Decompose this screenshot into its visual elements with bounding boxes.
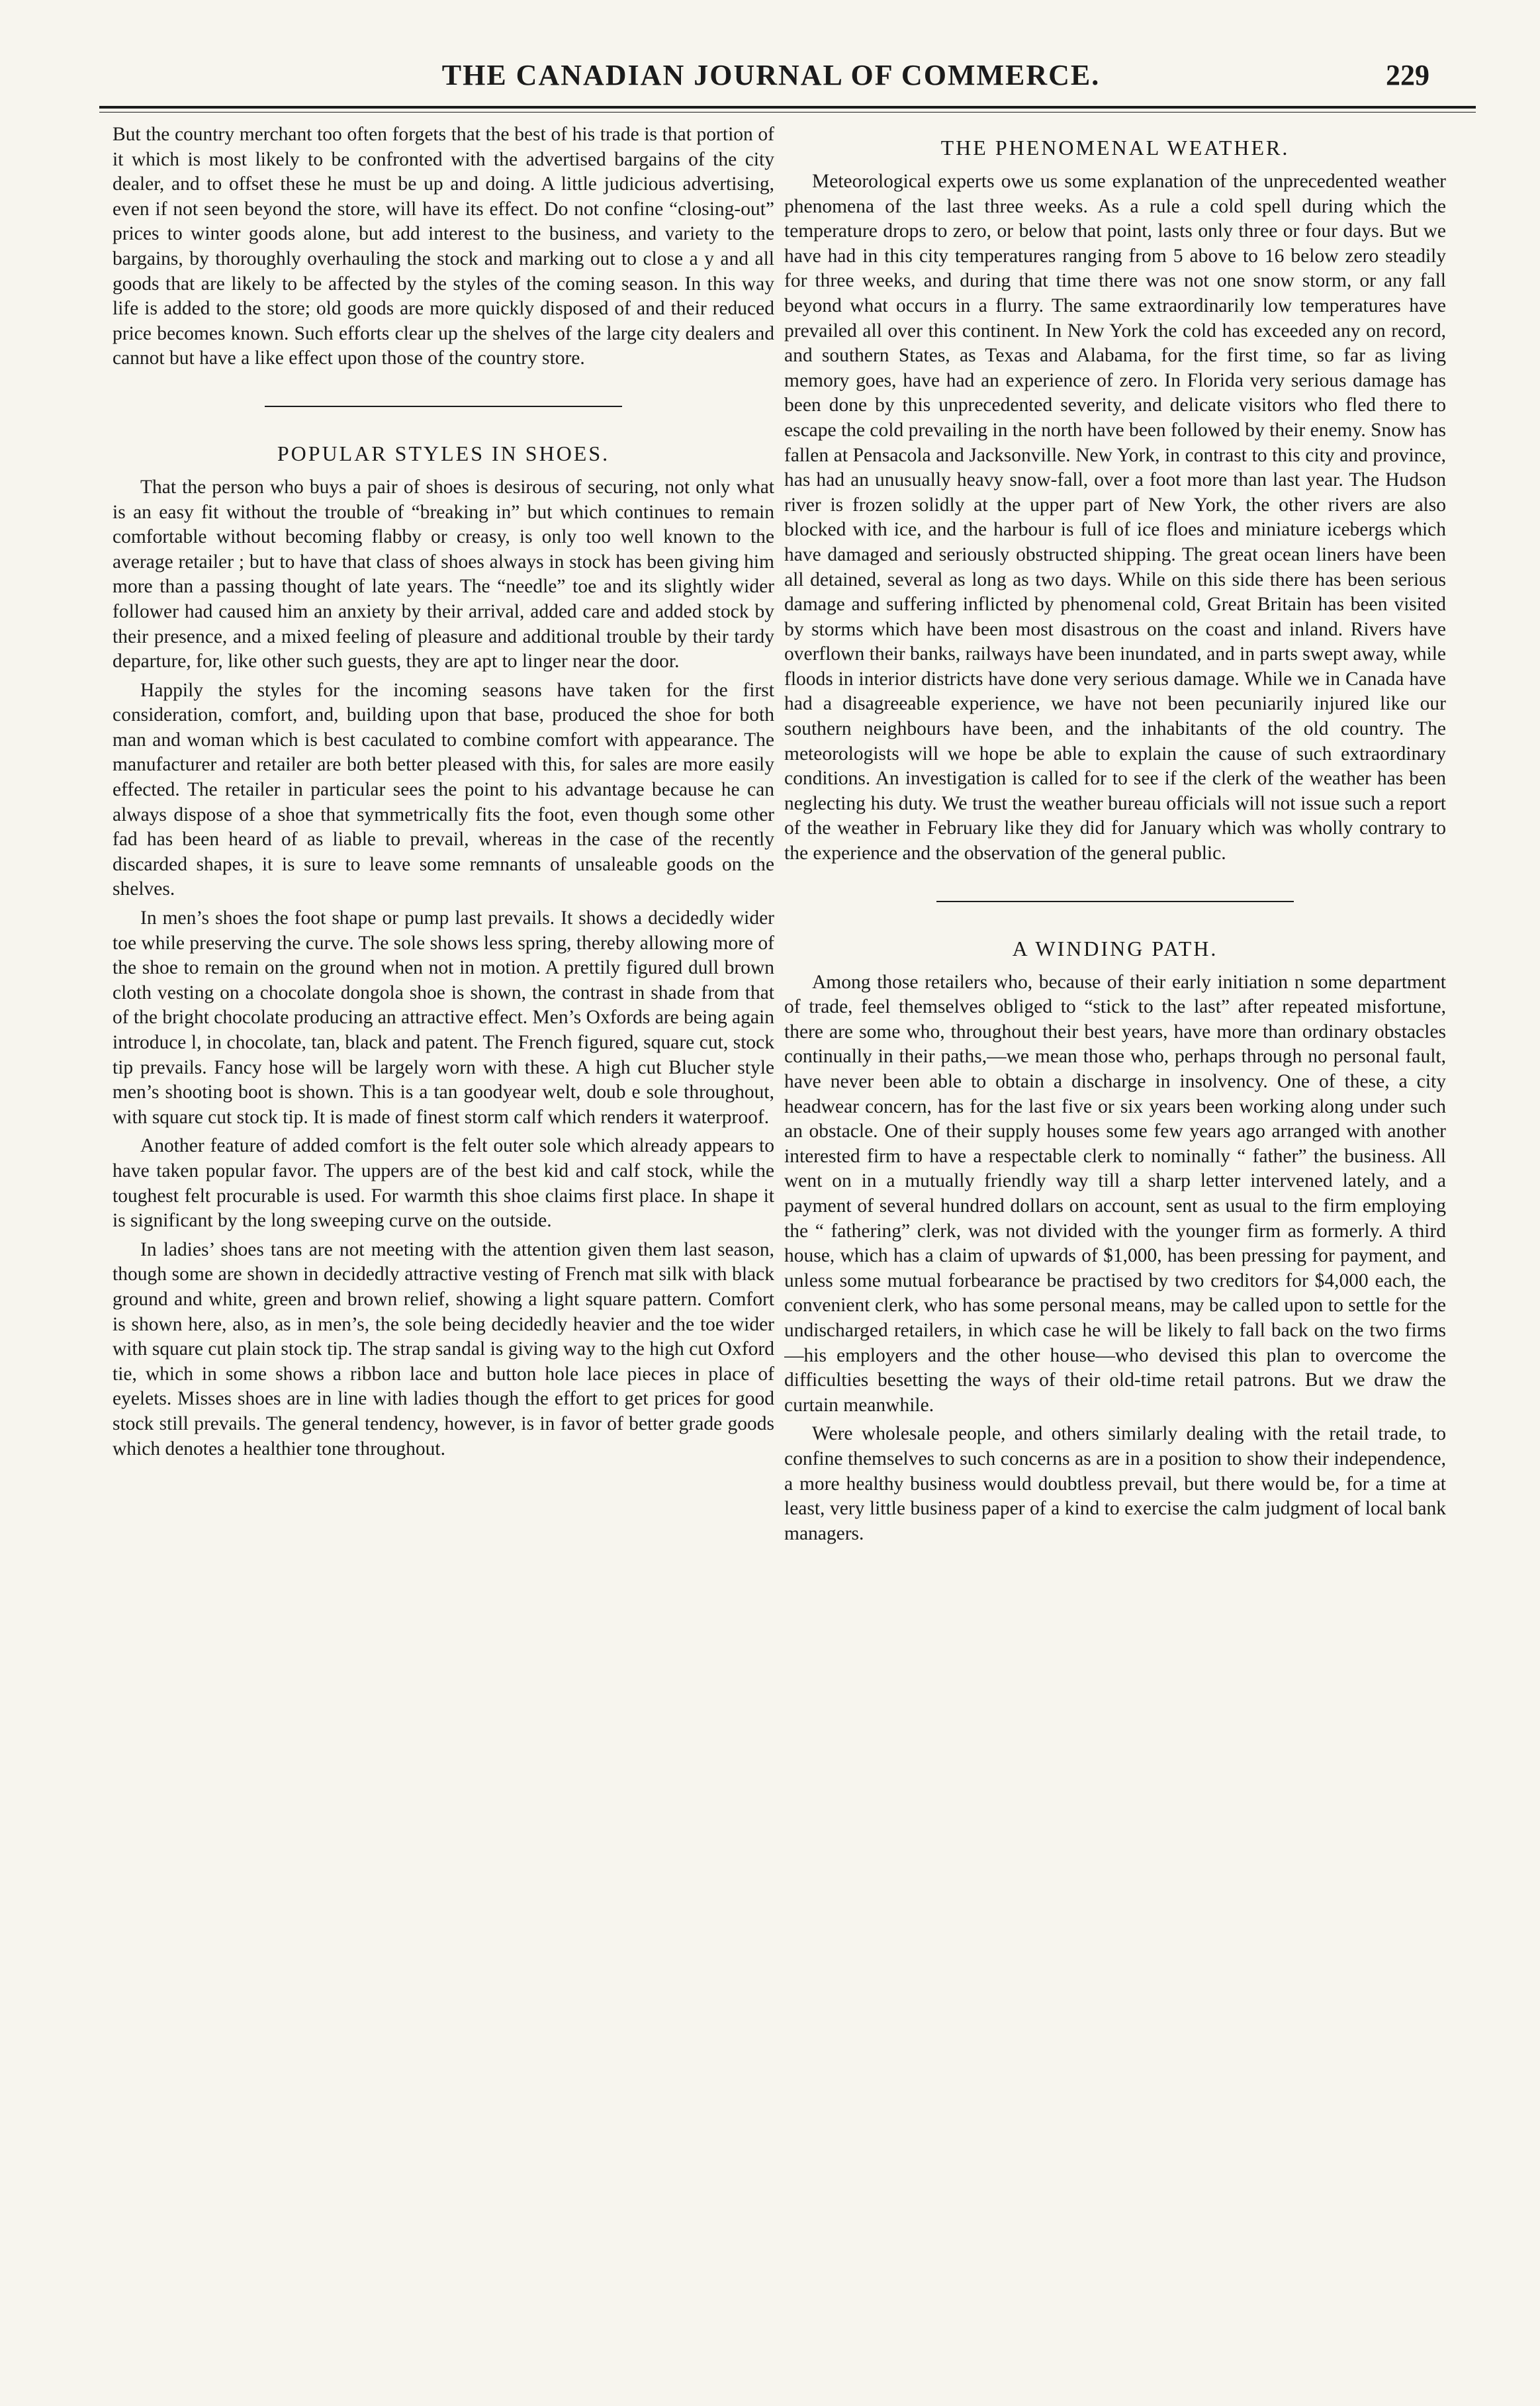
article-paragraph: Among those retailers who, because of their early initiation n some department of trade, feel themselves obliged to “stick to the last” after repeated misfortune, there are some who, throughout their best years, have more than ordinary obstacles continually in their paths,—we mean those who, perhaps through no personal fault, have never been able to obtain a discharge in insolvency. One of these, a city headwear concern, has for the last five or six years been working along under such an obstacle. One of their supply houses some few years ago arranged with another interested firm to have a respectable clerk to nominally “ father” the business. All went on in a mutually friendly way till a sharp letter intervened lately, and a payment of several hundred dollars on account, sent as usual to the firm employing the “ fathering” clerk, was not divided with the younger firm as formerly. A third house, which has a claim of upwards of $1,000, has been pressing for payment, and unless some mutual forbearance be practised by two creditors for $4,000 each, the convenient clerk, who has some personal means, may be called upon to settle for the undischarged retailers, in which case he will be likely to fall back on the two firms—his employers and the other house—who devised this plan to overcome the difficulties besetting the ways of their old-time retail patrons. But we draw the curtain meanwhile.: [784, 971, 1446, 1416]
article-title-winding-path: A WINDING PATH.: [1012, 936, 1218, 960]
article-paragraph: Were wholesale people, and others similarly dealing with the retail trade, to confine themselves to such concerns as are in a position to show their independence, a more healthy business would doubtless prevail, but there would be, for a time at least, very little business paper of a kind to exercise the calm judgment of local bank managers.: [784, 1423, 1446, 1544]
article-paragraph: In ladies’ shoes tans are not meeting with the attention given them last season, though some are shown in decidedly attractive vesting of French mat silk with black ground and white, green and brown relief, showing a light square pattern. Comfort is shown here, also, as in men’s, the sole being decidedly heavier and the toe wider with square cut plain stock tip. The strap sandal is giving way to the high cut Oxford tie, which in some shows a ribbon lace and button hole lace pieces in place of eyelets. Misses shoes are in line with ladies though the effort to get prices for good stock still prevails. The general tendency, however, is in favor of better grade goods which denotes a healthier tone throughout.: [113, 1238, 774, 1459]
header-rule: [99, 106, 1476, 113]
intro-paragraph: But the country merchant too often forgets that the best of his trade is that portion of it which is most likely to be confronted with the advertised bargains of the city dealer, and to offset these he must be up and doing. A little judicious advertising, even if not seen beyond the store, will have its effect. Do not confine “closing-out” prices to winter goods alone, but add interest to the business, and variety to the bargains, by thoroughly overhauling the stock and marking out to close a y and all goods that are likely to be affected by the styles of the coming season. In this way life is added to the store; old goods are more quickly disposed of and their reduced price becomes known. Such efforts clear up the shelves of the large city dealers and cannot but have a like effect upon those of the country store.: [113, 124, 774, 369]
article-paragraph: Happily the styles for the incoming seasons have taken for the first consideration, comfort, and, building upon that base, produced the shoe for both man and woman which is best caculated to combine comfort with appearance. The manufacturer and retailer are both better pleased with this, for sales are more easily effected. The retailer in particular sees the point to his advantage because he can always dispose of a shoe that symmetrically fits the foot, even though some other fad has been heard of as liable to prevail, whereas in the case of the recently discarded shapes, it is sure to leave some remnants of unsaleable goods on the shelves.: [113, 679, 774, 900]
right-column: [784, 122, 1446, 2373]
page-number: 229: [1386, 59, 1429, 91]
article-title-popular-styles: POPULAR STYLES IN SHOES.: [277, 441, 610, 465]
journal-title: THE CANADIAN JOURNAL OF COMMERCE.: [441, 59, 1101, 91]
article-paragraph: That the person who buys a pair of shoes is desirous of securing, not only what is an easy fit without the trouble of “breaking in” but which continues to remain comfortable without becoming flabby or creasy, is only too well known to the average retailer ; but to have that class of shoes always in stock has been giving him more than a passing thought of late years. The “needle” toe and its slightly wider follower had caused him an anxiety by their arrival, added care and added stock by their presence, and a mixed feeling of pleasure and additional trouble by their tardy departure, for, like other such guests, they are apt to linger near the door.: [113, 476, 774, 672]
column-separator: [265, 406, 622, 407]
article-paragraph: In men’s shoes the foot shape or pump last prevails. It shows a decidedly wider toe while preserving the curve. The sole shows less spring, thereby allowing more of the shoe to remain on the ground when not in motion. A prettily figured dull brown cloth vesting on a chocolate dongola shoe is shown, the contrast in shade from that of the bright chocolate producing an attractive effect. Men’s Oxfords are being again introduce l, in chocolate, tan, black and patent. The French figured, square cut, stock tip prevails. Fancy hose will be largely worn with these. A high cut Blucher style men’s shooting boot is shown. This is a tan goodyear welt, doub e sole throughout, with square cut stock tip. It is made of finest storm calf which renders it waterproof.: [113, 907, 774, 1128]
article-paragraph: Meteorological experts owe us some explanation of the unprecedented weather phenomena of the last three weeks. As a rule a cold spell during which the temperature drops to zero, or below that point, lasts only three or four days. But we have had in this city temperatures ranging from 5 above to 16 below zero steadily for three weeks, and during that time there was not one snow storm, or any fall beyond what occurs in a flurry. The same extraordinarily low temperatures have prevailed all over this continent. In New York the cold has exceeded any on record, and southern States, as Texas and Alabama, for the first time, so far as living memory goes, have had an experience of zero. In Florida very serious damage has been done by this unprecedented severity, and delicate visitors who fled there to escape the cold prevailing in the north have been followed by their enemy. Snow has fallen at Pensacola and Jacksonville. New York, in contrast to this city and province, has had an unusually heavy snow-fall, over a foot more than last year. The Hudson river is frozen solidly at the upper part of New York, the other rivers are also blocked with ice, and the harbour is full of ice floes and miniature icebergs which have damaged and seriously obstructed shipping. The great ocean liners have been all detained, several as long as two days. While on this side there has been serious damage and suffering inflicted by phenomenal cold, Great Britain has been visited by storms which have been most disastrous on the coast and inland. Rivers have overflown their banks, railways have been inundated, and in parts swept away, while floods in interior districts have done very serious damage. While we in Canada have had a disagreeable experience, we have not been pecuniarily injured like our southern neighbours have been, and the inhabitants of the old country. The meteorologists will we hope be able to explain the cause of such extraordinary conditions. An investigation is called for to see if the clerk of the weather has been neglecting his duty. We trust the weather bureau officials will not issue such a report of the weather in February like they did for January which was wholly contrary to the experience and the observation of the general public.: [784, 171, 1446, 864]
left-column: [113, 122, 774, 2373]
article-title-phenomenal-weather: THE PHENOMENAL WEATHER.: [940, 136, 1290, 160]
column-separator: [936, 901, 1294, 902]
page-header: [99, 58, 1443, 98]
article-paragraph: Another feature of added comfort is the felt outer sole which already appears to have taken popular favor. The uppers are of the best kid and calf stock, while the toughest felt procurable is used. For warmth this shoe claims first place. In shape it is significant by the long sweeping curve on the outside.: [113, 1135, 774, 1232]
